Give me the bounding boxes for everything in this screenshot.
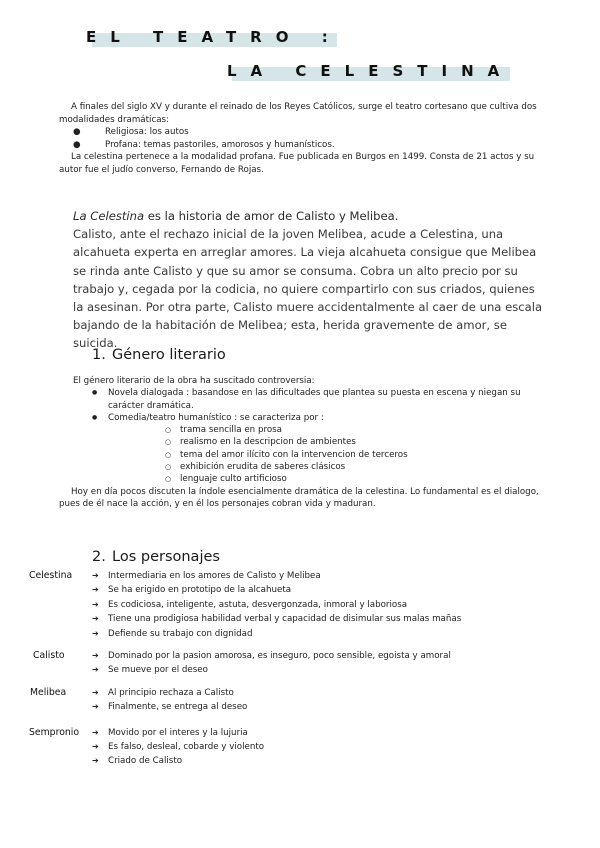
genre-subitem: ○ trama sencilla en prosa (108, 424, 543, 436)
section-heading-genre (92, 347, 226, 363)
section-number: 2. (92, 549, 106, 565)
intro-paragraph-2: La celestina pertenece a la modalidad profana. Fue publicada en Burgos en 1499. Consta de 21 actos y su autor fue el judío converso, Fernando de Rojas. (59, 152, 535, 175)
character-entry (0, 649, 600, 678)
trait-item: ➔ Al principio rechaza a Calisto (92, 686, 600, 700)
character-name: Melibea (30, 686, 67, 698)
character-name: Calisto (33, 650, 65, 662)
genre-subitem: ○ tema del amor ilícito con la intervencion de terceros (108, 449, 543, 461)
intro-bullet-text: Profana: temas pastoriles, amorosos y humanísticos. (105, 139, 335, 150)
genre-list (73, 387, 543, 485)
intro-paragraph-1: A finales del siglo XV y durante el reinado de los Reyes Católicos, surge el teatro cortesano que cultiva dos modalidades dramáticas: (59, 102, 537, 125)
genre-subitem: ○ exhibición erudita de saberes clásicos (108, 461, 543, 473)
character-traits (92, 686, 600, 715)
character-traits (92, 726, 600, 769)
section-number: 1. (92, 347, 106, 363)
trait-item: ➔ Dominado por la pasion amorosa, es inseguro, poco sensible, egoista y amoral (92, 649, 600, 663)
genre-item-text: Comedia/teatro humanístico : se caracteriza por : (108, 412, 324, 423)
trait-item: ➔ Se ha erigido en prototipo de la alcahueta (92, 583, 600, 597)
character-traits (92, 649, 600, 678)
intro-bullet (59, 126, 549, 139)
trait-item: ➔ Es codiciosa, inteligente, astuta, desvergonzada, inmoral y laboriosa (92, 598, 600, 612)
character-name: Sempronio (29, 726, 80, 738)
genre-block (59, 375, 543, 510)
trait-item: ➔ Movido por el interes y la lujuria (92, 726, 600, 740)
trait-item: ➔ Intermediaria en los amores de Calisto y Melibea (92, 569, 600, 583)
summary-body: Calisto, ante el rechazo inicial de la joven Melibea, acude a Celestina, una alcahueta experta en arreglar amores. La vieja alcahueta consigue que Melibea se rinda ante Calisto y que su amor se consuma. Cobra un alto precio por su trabajo y, cegada por la codicia, no quiere compartirlo con sus criados, quienes la asesinan. Por otra parte, Calisto muere accidentalmente al caer de una escala bajando de la habitación de Melibea; esta, herida gravemente de amor, se suicida. (73, 227, 543, 351)
intro-block (59, 101, 549, 176)
title-line-1: EL TEATRO : (86, 28, 342, 46)
summary-lead-text: es la historia de amor de Calisto y Melibea. (144, 209, 399, 223)
character-entry (0, 686, 600, 715)
genre-closing: Hoy en día pocos discuten la índole esencialmente dramática de la celestina. Lo fundamental es el dialogo, pues de él nace la acción, y en él los personajes cobran vida y maduran. (59, 486, 539, 509)
genre-sublist (108, 424, 543, 485)
intro-bullet-text: Religiosa: los autos (105, 127, 189, 137)
character-entry (0, 726, 600, 769)
summary-lead (73, 207, 543, 225)
trait-item: ➔ Defiende su trabajo con dignidad (92, 627, 600, 641)
genre-item: ● Novela dialogada : basandose en las dificultades que plantea su puesta en escena y niegan su carácter dramática. (73, 387, 543, 412)
character-traits (92, 569, 600, 641)
characters-block (0, 569, 600, 777)
trait-item: ➔ Criado de Calisto (92, 754, 600, 768)
section-title: Los personajes (112, 549, 220, 565)
genre-subitem: ○ realismo en la descripcion de ambientes (108, 436, 543, 448)
trait-item: ➔ Tiene una prodigiosa habilidad verbal y capacidad de disimular sus malas mañas (92, 612, 600, 626)
character-entry (0, 569, 600, 641)
section-title: Género literario (112, 347, 226, 363)
trait-item: ➔ Finalmente, se entrega al deseo (92, 700, 600, 714)
bullet-dot-icon: ● (73, 127, 81, 137)
genre-item (73, 412, 543, 486)
intro-bullet (59, 139, 549, 152)
work-title: La Celestina (73, 209, 145, 223)
character-name: Celestina (29, 570, 73, 581)
genre-intro: El género literario de la obra ha suscitado controversia: (73, 376, 315, 386)
trait-item: ➔ Se mueve por el deseo (92, 663, 600, 677)
section-heading-characters (92, 549, 220, 565)
trait-item: ➔ Es falso, desleal, cobarde y violento (92, 740, 600, 754)
summary-block (73, 207, 543, 353)
genre-subitem: ○ lenguaje culto artificioso (108, 473, 543, 485)
title-line-2: LA CELESTINA (227, 62, 514, 80)
bullet-dot-icon: ● (73, 139, 81, 150)
